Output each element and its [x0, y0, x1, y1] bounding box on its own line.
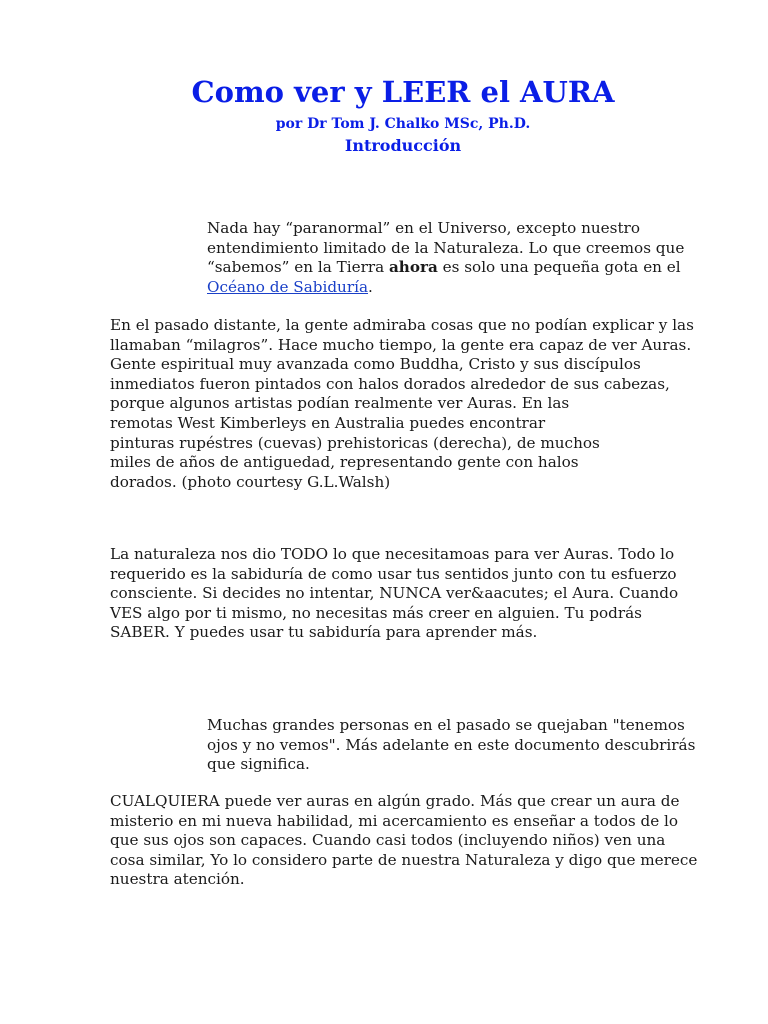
text-line: llamaban “milagros”. Hace mucho tiempo, la gente era capaz de ver Auras.	[110, 335, 692, 354]
oceano-sabiduria-link[interactable]: Océano de Sabiduría	[207, 277, 369, 296]
text-line: Muchas grandes personas en el pasado se quejaban "tenemos	[207, 716, 685, 734]
text-line	[207, 258, 684, 278]
text-fragment: “sabemos” en la Tierra	[207, 258, 389, 277]
text-line: inmediatos fueron pintados con halos dorados alrededor de sus cabezas,	[110, 374, 670, 393]
text-line: que significa.	[207, 755, 310, 774]
author-line: por Dr Tom J. Chalko MSc, Ph.D.	[275, 116, 531, 132]
text-line: porque algunos artistas podían realmente ver Auras. En las	[110, 394, 570, 413]
text-line: VES algo por ti mismo, no necesitas más creer en alguien. Tu podrás	[110, 603, 642, 622]
text-fragment: es solo una pequeña gota en el	[437, 258, 681, 277]
anyone-paragraph	[110, 792, 697, 890]
text-line: ojos y no vemos". Más adelante en este documento descubrirás	[207, 735, 696, 754]
text-line: SABER. Y puedes usar tu sabiduría para aprender más.	[110, 623, 538, 642]
document-title: Como ver y LEER el AURA	[191, 75, 615, 109]
nature-paragraph	[110, 545, 678, 643]
text-line: Gente espiritual muy avanzada como Buddha, Cristo y sus discípulos	[110, 355, 641, 374]
text-line: cosa similar, Yo lo considero parte de nuestra Naturaleza y digo que merece	[110, 850, 698, 869]
eyes-quote-paragraph	[207, 716, 695, 775]
text-line	[207, 278, 684, 298]
history-paragraph	[110, 316, 694, 492]
section-heading: Introducción	[344, 136, 462, 155]
text-line: Nada hay “paranormal” en el Universo, excepto nuestro	[207, 219, 640, 237]
text-line: misterio en mi nueva habilidad, mi acercamiento es enseñar a todos de lo	[110, 811, 679, 830]
intro-quote-paragraph	[207, 219, 684, 297]
emphasis-word: ahora	[388, 258, 438, 277]
text-line: miles de años de antiguedad, representando gente con halos	[110, 453, 579, 472]
text-line: CUALQUIERA puede ver auras en algún grado. Más que crear un aura de	[110, 792, 680, 810]
text-line: entendimiento limitado de la Naturaleza. Lo que creemos que	[207, 238, 685, 257]
text-line: nuestra atención.	[110, 870, 245, 889]
text-line: remotas West Kimberleys en Australia puedes encontrar	[110, 413, 546, 432]
text-fragment: .	[368, 277, 373, 296]
text-line: La naturaleza nos dio TODO lo que necesitamoas para ver Auras. Todo lo	[110, 545, 675, 563]
text-line: En el pasado distante, la gente admiraba cosas que no podían explicar y las	[110, 316, 694, 334]
text-line: consciente. Si decides no intentar, NUNCA ver&aacutes; el Aura. Cuando	[110, 584, 679, 603]
text-line: pinturas rupéstres (cuevas) prehistoricas (derecha), de muchos	[110, 433, 600, 452]
text-line: requerido es la sabiduría de como usar tus sentidos junto con tu esfuerzo	[110, 564, 677, 583]
text-line: dorados. (photo courtesy G.L.Walsh)	[110, 472, 391, 491]
text-line: que sus ojos son capaces. Cuando casi todos (incluyendo niños) ven una	[110, 831, 666, 850]
